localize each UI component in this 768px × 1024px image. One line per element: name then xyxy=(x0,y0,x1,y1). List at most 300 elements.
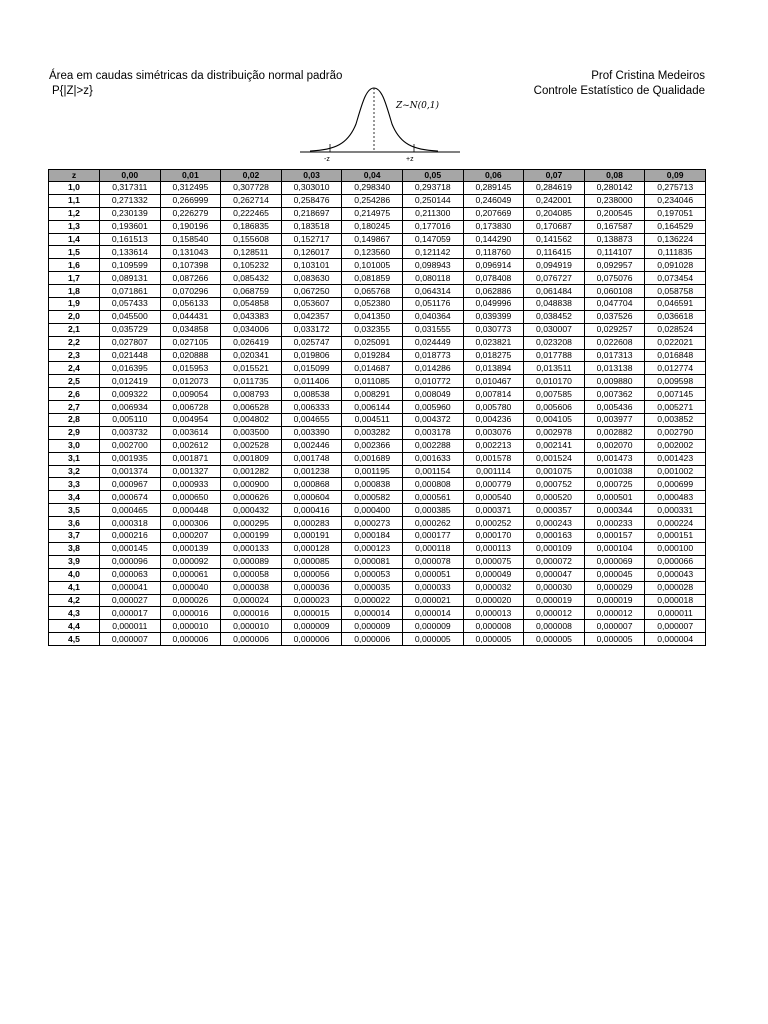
tail-area-cell: 0,002288 xyxy=(402,439,463,452)
tail-area-cell: 0,000032 xyxy=(463,581,524,594)
tail-area-cell: 0,000216 xyxy=(100,530,161,543)
z-value-cell: 3,7 xyxy=(49,530,100,543)
tail-area-cell: 0,133614 xyxy=(100,246,161,259)
tail-area-cell: 0,107398 xyxy=(160,259,221,272)
tail-area-cell: 0,006528 xyxy=(221,401,282,414)
tail-area-cell: 0,000056 xyxy=(281,568,342,581)
tail-area-cell: 0,000199 xyxy=(221,530,282,543)
tail-area-cell: 0,000018 xyxy=(645,594,706,607)
tail-area-cell: 0,001689 xyxy=(342,452,403,465)
tail-area-cell: 0,000089 xyxy=(221,555,282,568)
column-header-decimal: 0,06 xyxy=(463,170,524,182)
tail-area-cell: 0,000022 xyxy=(342,594,403,607)
tail-area-cell: 0,013894 xyxy=(463,362,524,375)
table-row xyxy=(49,401,706,414)
tail-area-cell: 0,007362 xyxy=(584,388,645,401)
tail-area-cell: 0,051176 xyxy=(402,298,463,311)
tail-area-cell: 0,011406 xyxy=(281,375,342,388)
tail-area-cell: 0,000069 xyxy=(584,555,645,568)
tail-area-cell: 0,025091 xyxy=(342,336,403,349)
right-tail-label: +z xyxy=(406,156,414,163)
z-value-cell: 3,6 xyxy=(49,517,100,530)
tail-area-cell: 0,246049 xyxy=(463,194,524,207)
z-value-cell: 1,3 xyxy=(49,220,100,233)
tail-area-cell: 0,000128 xyxy=(281,542,342,555)
tail-area-cell: 0,030007 xyxy=(524,323,585,336)
z-value-cell: 1,6 xyxy=(49,259,100,272)
tail-area-cell: 0,293718 xyxy=(402,182,463,195)
z-value-cell: 1,7 xyxy=(49,272,100,285)
column-header-decimal: 0,09 xyxy=(645,170,706,182)
tail-area-cell: 0,242001 xyxy=(524,194,585,207)
table-row xyxy=(49,323,706,336)
z-value-cell: 3,2 xyxy=(49,465,100,478)
tail-area-cell: 0,114107 xyxy=(584,246,645,259)
z-value-cell: 3,1 xyxy=(49,452,100,465)
tail-area-cell: 0,000295 xyxy=(221,517,282,530)
course-name: Controle Estatístico de Qualidade xyxy=(533,85,705,97)
tail-area-cell: 0,186835 xyxy=(221,220,282,233)
tail-area-cell: 0,275713 xyxy=(645,182,706,195)
tail-area-cell: 0,062886 xyxy=(463,285,524,298)
tail-area-cell: 0,000501 xyxy=(584,491,645,504)
tail-area-cell: 0,000006 xyxy=(342,633,403,646)
tail-area-cell: 0,280142 xyxy=(584,182,645,195)
tail-area-cell: 0,000243 xyxy=(524,517,585,530)
tail-area-cell: 0,000010 xyxy=(221,620,282,633)
tail-area-cell: 0,000072 xyxy=(524,555,585,568)
tail-area-cell: 0,116415 xyxy=(524,246,585,259)
table-row xyxy=(49,310,706,323)
tail-area-cell: 0,238000 xyxy=(584,194,645,207)
tail-area-cell: 0,002070 xyxy=(584,439,645,452)
tail-area-cell: 0,000017 xyxy=(100,607,161,620)
tail-area-cell: 0,000163 xyxy=(524,530,585,543)
tail-area-cell: 0,000029 xyxy=(584,581,645,594)
tail-area-cell: 0,000808 xyxy=(402,478,463,491)
tail-area-cell: 0,005436 xyxy=(584,401,645,414)
tail-area-cell: 0,000051 xyxy=(402,568,463,581)
tail-area-cell: 0,011735 xyxy=(221,375,282,388)
tail-area-cell: 0,002002 xyxy=(645,439,706,452)
z-value-cell: 4,5 xyxy=(49,633,100,646)
tail-area-cell: 0,003076 xyxy=(463,426,524,439)
tail-area-cell: 0,034858 xyxy=(160,323,221,336)
tail-area-cell: 0,000024 xyxy=(221,594,282,607)
tail-area-cell: 0,000151 xyxy=(645,530,706,543)
tail-area-cell: 0,000674 xyxy=(100,491,161,504)
tail-area-cell: 0,000207 xyxy=(160,530,221,543)
tail-area-cell: 0,000004 xyxy=(645,633,706,646)
tail-area-cell: 0,000066 xyxy=(645,555,706,568)
normal-curve-figure xyxy=(300,84,460,164)
tail-area-cell: 0,000035 xyxy=(342,581,403,594)
tail-area-cell: 0,000023 xyxy=(281,594,342,607)
tail-area-cell: 0,002213 xyxy=(463,439,524,452)
tail-area-cell: 0,000900 xyxy=(221,478,282,491)
tail-area-cell: 0,000400 xyxy=(342,504,403,517)
z-value-cell: 2,4 xyxy=(49,362,100,375)
tail-area-cell: 0,000047 xyxy=(524,568,585,581)
tail-area-cell: 0,000104 xyxy=(584,542,645,555)
tail-area-cell: 0,021448 xyxy=(100,349,161,362)
table-body xyxy=(49,182,706,646)
tail-area-cell: 0,006934 xyxy=(100,401,161,414)
table-row xyxy=(49,298,706,311)
tail-area-cell: 0,046591 xyxy=(645,298,706,311)
tail-area-cell: 0,001038 xyxy=(584,465,645,478)
tail-area-cell: 0,000139 xyxy=(160,542,221,555)
tail-area-cell: 0,033172 xyxy=(281,323,342,336)
tail-area-cell: 0,170687 xyxy=(524,220,585,233)
table-row xyxy=(49,375,706,388)
tail-area-cell: 0,000015 xyxy=(281,607,342,620)
normal-tail-table xyxy=(48,169,706,646)
tail-area-cell: 0,230139 xyxy=(100,207,161,220)
tail-area-cell: 0,147059 xyxy=(402,233,463,246)
tail-area-cell: 0,019284 xyxy=(342,349,403,362)
z-value-cell: 4,1 xyxy=(49,581,100,594)
z-value-cell: 1,1 xyxy=(49,194,100,207)
tail-area-cell: 0,073454 xyxy=(645,272,706,285)
tail-area-cell: 0,001871 xyxy=(160,452,221,465)
tail-area-cell: 0,000184 xyxy=(342,530,403,543)
tail-area-cell: 0,000009 xyxy=(281,620,342,633)
tail-area-cell: 0,000177 xyxy=(402,530,463,543)
tail-area-cell: 0,008291 xyxy=(342,388,403,401)
table-row xyxy=(49,465,706,478)
table-row xyxy=(49,220,706,233)
tail-area-cell: 0,000005 xyxy=(402,633,463,646)
z-value-cell: 2,0 xyxy=(49,310,100,323)
tail-area-cell: 0,000041 xyxy=(100,581,161,594)
tail-area-cell: 0,060108 xyxy=(584,285,645,298)
tail-area-cell: 0,183518 xyxy=(281,220,342,233)
tail-area-cell: 0,014687 xyxy=(342,362,403,375)
tail-area-cell: 0,000012 xyxy=(524,607,585,620)
tail-area-cell: 0,005110 xyxy=(100,414,161,427)
tail-area-cell: 0,013138 xyxy=(584,362,645,375)
tail-area-cell: 0,000013 xyxy=(463,607,524,620)
tail-area-cell: 0,000967 xyxy=(100,478,161,491)
tail-area-cell: 0,092957 xyxy=(584,259,645,272)
tail-area-cell: 0,005271 xyxy=(645,401,706,414)
tail-area-cell: 0,000011 xyxy=(645,607,706,620)
tail-area-cell: 0,001114 xyxy=(463,465,524,478)
tail-area-cell: 0,000007 xyxy=(645,620,706,633)
tail-area-cell: 0,002790 xyxy=(645,426,706,439)
table-row xyxy=(49,568,706,581)
tail-area-cell: 0,014286 xyxy=(402,362,463,375)
tail-area-cell: 0,193601 xyxy=(100,220,161,233)
table-row xyxy=(49,362,706,375)
tail-area-cell: 0,017313 xyxy=(584,349,645,362)
tail-area-cell: 0,000432 xyxy=(221,504,282,517)
tail-area-cell: 0,001524 xyxy=(524,452,585,465)
tail-area-cell: 0,004954 xyxy=(160,414,221,427)
tail-area-cell: 0,000252 xyxy=(463,517,524,530)
tail-area-cell: 0,000049 xyxy=(463,568,524,581)
table-row xyxy=(49,581,706,594)
tail-area-cell: 0,000019 xyxy=(584,594,645,607)
tail-area-cell: 0,000626 xyxy=(221,491,282,504)
z-value-cell: 2,5 xyxy=(49,375,100,388)
tail-area-cell: 0,000009 xyxy=(402,620,463,633)
tail-area-cell: 0,128511 xyxy=(221,246,282,259)
tail-area-cell: 0,003614 xyxy=(160,426,221,439)
tail-area-cell: 0,009880 xyxy=(584,375,645,388)
tail-area-cell: 0,000011 xyxy=(100,620,161,633)
tail-area-cell: 0,061484 xyxy=(524,285,585,298)
tail-area-cell: 0,002978 xyxy=(524,426,585,439)
z-value-cell: 3,9 xyxy=(49,555,100,568)
tail-area-cell: 0,317311 xyxy=(100,182,161,195)
z-value-cell: 2,9 xyxy=(49,426,100,439)
tail-area-cell: 0,204085 xyxy=(524,207,585,220)
column-header-decimal: 0,07 xyxy=(524,170,585,182)
z-value-cell: 4,4 xyxy=(49,620,100,633)
tail-area-cell: 0,028524 xyxy=(645,323,706,336)
tail-area-cell: 0,006333 xyxy=(281,401,342,414)
z-value-cell: 1,2 xyxy=(49,207,100,220)
tail-area-cell: 0,000038 xyxy=(221,581,282,594)
tail-area-cell: 0,000040 xyxy=(160,581,221,594)
table-row xyxy=(49,491,706,504)
z-value-cell: 2,1 xyxy=(49,323,100,336)
tail-area-cell: 0,000318 xyxy=(100,517,161,530)
tail-area-cell: 0,040364 xyxy=(402,310,463,323)
tail-area-cell: 0,000008 xyxy=(524,620,585,633)
tail-area-cell: 0,177016 xyxy=(402,220,463,233)
z-value-cell: 3,5 xyxy=(49,504,100,517)
tail-area-cell: 0,155608 xyxy=(221,233,282,246)
tail-area-cell: 0,027807 xyxy=(100,336,161,349)
tail-area-cell: 0,078408 xyxy=(463,272,524,285)
z-value-cell: 3,0 xyxy=(49,439,100,452)
table-row xyxy=(49,414,706,427)
tail-area-cell: 0,023208 xyxy=(524,336,585,349)
table-row xyxy=(49,194,706,207)
tail-area-cell: 0,000262 xyxy=(402,517,463,530)
tail-area-cell: 0,015521 xyxy=(221,362,282,375)
tail-area-cell: 0,000371 xyxy=(463,504,524,517)
tail-area-cell: 0,307728 xyxy=(221,182,282,195)
tail-area-cell: 0,000081 xyxy=(342,555,403,568)
tail-area-cell: 0,094919 xyxy=(524,259,585,272)
tail-area-cell: 0,000021 xyxy=(402,594,463,607)
tail-area-cell: 0,000933 xyxy=(160,478,221,491)
tail-area-cell: 0,006728 xyxy=(160,401,221,414)
tail-area-cell: 0,000779 xyxy=(463,478,524,491)
table-row xyxy=(49,478,706,491)
z-value-cell: 1,4 xyxy=(49,233,100,246)
tail-area-cell: 0,076727 xyxy=(524,272,585,285)
tail-area-cell: 0,000026 xyxy=(160,594,221,607)
tail-area-cell: 0,000752 xyxy=(524,478,585,491)
tail-area-cell: 0,007145 xyxy=(645,388,706,401)
tail-area-cell: 0,000385 xyxy=(402,504,463,517)
tail-area-cell: 0,003282 xyxy=(342,426,403,439)
tail-area-cell: 0,054858 xyxy=(221,298,282,311)
tail-area-cell: 0,000170 xyxy=(463,530,524,543)
tail-area-cell: 0,000133 xyxy=(221,542,282,555)
tail-area-cell: 0,000868 xyxy=(281,478,342,491)
z-value-cell: 4,0 xyxy=(49,568,100,581)
tail-area-cell: 0,022608 xyxy=(584,336,645,349)
tail-area-cell: 0,164529 xyxy=(645,220,706,233)
table-row xyxy=(49,633,706,646)
table-row xyxy=(49,594,706,607)
tail-area-cell: 0,000483 xyxy=(645,491,706,504)
tail-area-cell: 0,068759 xyxy=(221,285,282,298)
tail-area-cell: 0,085432 xyxy=(221,272,282,285)
tail-area-cell: 0,009054 xyxy=(160,388,221,401)
tail-area-cell: 0,007585 xyxy=(524,388,585,401)
z-value-cell: 4,3 xyxy=(49,607,100,620)
tail-area-cell: 0,000019 xyxy=(524,594,585,607)
tail-area-cell: 0,038452 xyxy=(524,310,585,323)
tail-area-cell: 0,289145 xyxy=(463,182,524,195)
tail-area-cell: 0,037526 xyxy=(584,310,645,323)
tail-area-cell: 0,001374 xyxy=(100,465,161,478)
probability-expression: P{|Z|>z} xyxy=(52,85,93,97)
column-header-decimal: 0,05 xyxy=(402,170,463,182)
column-header-row xyxy=(49,170,706,182)
tail-area-cell: 0,002528 xyxy=(221,439,282,452)
tail-area-cell: 0,043383 xyxy=(221,310,282,323)
tail-area-cell: 0,001327 xyxy=(160,465,221,478)
column-header-decimal: 0,02 xyxy=(221,170,282,182)
tail-area-cell: 0,131043 xyxy=(160,246,221,259)
tail-area-cell: 0,000561 xyxy=(402,491,463,504)
tail-area-cell: 0,089131 xyxy=(100,272,161,285)
z-value-cell: 1,0 xyxy=(49,182,100,195)
z-value-cell: 1,8 xyxy=(49,285,100,298)
tail-area-cell: 0,004105 xyxy=(524,414,585,427)
tail-area-cell: 0,000030 xyxy=(524,581,585,594)
tail-area-cell: 0,000008 xyxy=(463,620,524,633)
tail-area-cell: 0,000838 xyxy=(342,478,403,491)
tail-area-cell: 0,000283 xyxy=(281,517,342,530)
tail-area-cell: 0,035729 xyxy=(100,323,161,336)
tail-area-cell: 0,000699 xyxy=(645,478,706,491)
tail-area-cell: 0,284619 xyxy=(524,182,585,195)
tail-area-cell: 0,018275 xyxy=(463,349,524,362)
table-row xyxy=(49,246,706,259)
tail-area-cell: 0,001195 xyxy=(342,465,403,478)
tail-area-cell: 0,000273 xyxy=(342,517,403,530)
z-value-cell: 2,8 xyxy=(49,414,100,427)
tail-area-cell: 0,004655 xyxy=(281,414,342,427)
tail-area-cell: 0,000033 xyxy=(402,581,463,594)
tail-area-cell: 0,000085 xyxy=(281,555,342,568)
tail-area-cell: 0,013511 xyxy=(524,362,585,375)
tail-area-cell: 0,020888 xyxy=(160,349,221,362)
column-header-decimal: 0,00 xyxy=(100,170,161,182)
tail-area-cell: 0,000540 xyxy=(463,491,524,504)
tail-area-cell: 0,123560 xyxy=(342,246,403,259)
tail-area-cell: 0,005780 xyxy=(463,401,524,414)
tail-area-cell: 0,121142 xyxy=(402,246,463,259)
tail-area-cell: 0,161513 xyxy=(100,233,161,246)
tail-area-cell: 0,042357 xyxy=(281,310,342,323)
tail-area-cell: 0,045500 xyxy=(100,310,161,323)
table-row xyxy=(49,182,706,195)
tail-area-cell: 0,012419 xyxy=(100,375,161,388)
tail-area-cell: 0,011085 xyxy=(342,375,403,388)
tail-area-cell: 0,000157 xyxy=(584,530,645,543)
column-header-decimal: 0,04 xyxy=(342,170,403,182)
table-row xyxy=(49,272,706,285)
tail-area-cell: 0,126017 xyxy=(281,246,342,259)
tail-area-cell: 0,000045 xyxy=(584,568,645,581)
tail-area-cell: 0,000014 xyxy=(342,607,403,620)
tail-area-cell: 0,000096 xyxy=(100,555,161,568)
tail-area-cell: 0,017788 xyxy=(524,349,585,362)
tail-area-cell: 0,057433 xyxy=(100,298,161,311)
table-row xyxy=(49,452,706,465)
tail-area-cell: 0,012073 xyxy=(160,375,221,388)
tail-area-cell: 0,010170 xyxy=(524,375,585,388)
tail-area-cell: 0,005960 xyxy=(402,401,463,414)
tail-area-cell: 0,025747 xyxy=(281,336,342,349)
tail-area-cell: 0,000061 xyxy=(160,568,221,581)
table-row xyxy=(49,439,706,452)
tail-area-cell: 0,250144 xyxy=(402,194,463,207)
tail-area-cell: 0,000016 xyxy=(221,607,282,620)
tail-area-cell: 0,018773 xyxy=(402,349,463,362)
tail-area-cell: 0,180245 xyxy=(342,220,403,233)
tail-area-cell: 0,096914 xyxy=(463,259,524,272)
tail-area-cell: 0,000604 xyxy=(281,491,342,504)
tail-area-cell: 0,001633 xyxy=(402,452,463,465)
tail-area-cell: 0,034006 xyxy=(221,323,282,336)
tail-area-cell: 0,000725 xyxy=(584,478,645,491)
tail-area-cell: 0,000012 xyxy=(584,607,645,620)
tail-area-cell: 0,020341 xyxy=(221,349,282,362)
tail-area-cell: 0,009322 xyxy=(100,388,161,401)
tail-area-cell: 0,144290 xyxy=(463,233,524,246)
tail-area-cell: 0,254286 xyxy=(342,194,403,207)
tail-area-cell: 0,081859 xyxy=(342,272,403,285)
tail-area-cell: 0,027105 xyxy=(160,336,221,349)
tail-area-cell: 0,001002 xyxy=(645,465,706,478)
tail-area-cell: 0,118760 xyxy=(463,246,524,259)
tail-area-cell: 0,058758 xyxy=(645,285,706,298)
tail-area-cell: 0,262714 xyxy=(221,194,282,207)
tail-area-cell: 0,234046 xyxy=(645,194,706,207)
tail-area-cell: 0,218697 xyxy=(281,207,342,220)
tail-area-cell: 0,002612 xyxy=(160,439,221,452)
tail-area-cell: 0,111835 xyxy=(645,246,706,259)
tail-area-cell: 0,200545 xyxy=(584,207,645,220)
tail-area-cell: 0,008049 xyxy=(402,388,463,401)
tail-area-cell: 0,039399 xyxy=(463,310,524,323)
table-row xyxy=(49,530,706,543)
z-value-cell: 1,5 xyxy=(49,246,100,259)
z-value-cell: 3,3 xyxy=(49,478,100,491)
tail-area-cell: 0,026419 xyxy=(221,336,282,349)
tail-area-cell: 0,211300 xyxy=(402,207,463,220)
tail-area-cell: 0,000100 xyxy=(645,542,706,555)
tail-area-cell: 0,008538 xyxy=(281,388,342,401)
tail-area-cell: 0,071861 xyxy=(100,285,161,298)
table-row xyxy=(49,285,706,298)
tail-area-cell: 0,001748 xyxy=(281,452,342,465)
tail-area-cell: 0,019806 xyxy=(281,349,342,362)
tail-area-cell: 0,226279 xyxy=(160,207,221,220)
tail-area-cell: 0,167587 xyxy=(584,220,645,233)
